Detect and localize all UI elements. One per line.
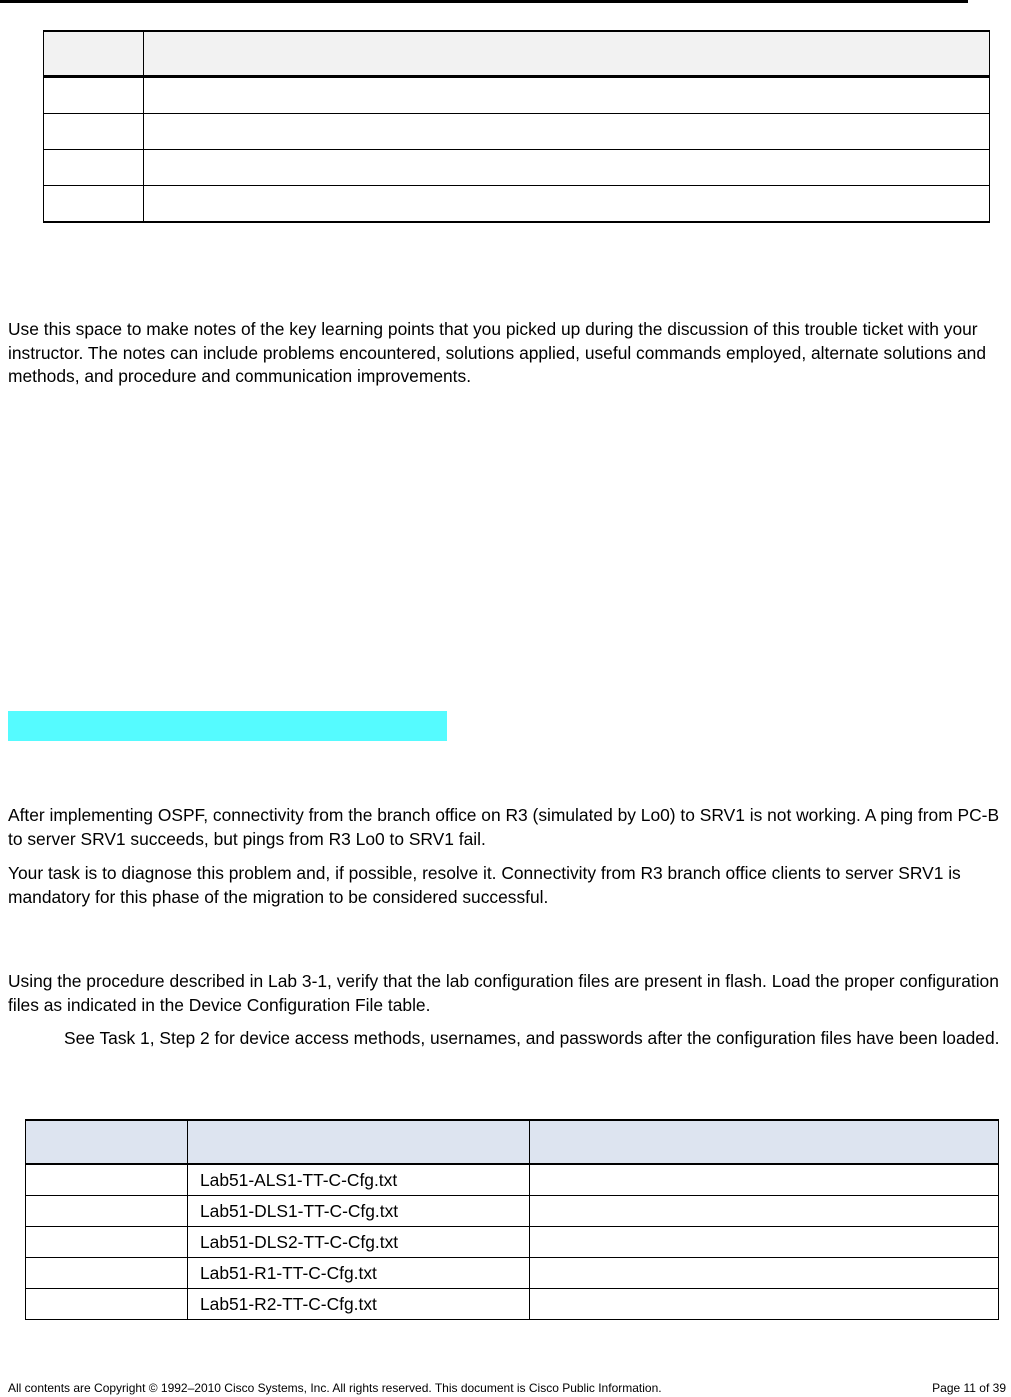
config-file-name: Lab51-R2-TT-C-Cfg.txt (188, 1289, 530, 1320)
procedure-paragraph: Using the procedure described in Lab 3-1, verify that the lab configuration files are present in flash. Load the proper configuration files as indicated in the Device Configuration File table. (8, 971, 999, 1015)
table-row (44, 77, 990, 114)
table-row (26, 1164, 999, 1196)
config-file-name: Lab51-ALS1-TT-C-Cfg.txt (188, 1164, 530, 1196)
learning-notes-paragraph: Use this space to make notes of the key learning points that you picked up during the discussion of this trouble ticket with your instructor. The notes can include problems encountered, solutions applied, useful commands employed, alternate solutions and methods, and procedure and communication improvements. (8, 319, 987, 386)
footer-copyright: All contents are Copyright © 1992–2010 Cisco Systems, Inc. All rights reserved. This document is Cisco Public Information. (8, 1381, 662, 1395)
top-rule (0, 0, 968, 3)
scenario-paragraph-2: Your task is to diagnose this problem and, if possible, resolve it. Connectivity from R3 branch office clients to server SRV1 is mandatory for this phase of the migration to be considered successful. (8, 863, 961, 907)
config-file-name: Lab51-DLS2-TT-C-Cfg.txt (188, 1227, 530, 1258)
footer-page-number: Page 11 of 39 (932, 1381, 1006, 1395)
config-file-name: Lab51-DLS1-TT-C-Cfg.txt (188, 1196, 530, 1227)
scenario-paragraph-1: After implementing OSPF, connectivity from the branch office on R3 (simulated by Lo0) to SRV1 is not working. A ping from PC-B to server SRV1 succeeds, but pings from R3 Lo0 to SRV1 fail. (8, 805, 1000, 849)
config-file-name: Lab51-R1-TT-C-Cfg.txt (188, 1258, 530, 1289)
table-row (26, 1196, 999, 1227)
table-row (26, 1258, 999, 1289)
table-row (44, 150, 990, 186)
step-table-header (44, 31, 990, 77)
config-table-header (26, 1120, 999, 1164)
note-paragraph (8, 1027, 1008, 1051)
device-config-table (25, 1119, 999, 1320)
table-row (26, 1227, 999, 1258)
table-row (44, 114, 990, 150)
table-row (44, 186, 990, 223)
highlight-bar (8, 711, 447, 741)
table-row (26, 1289, 999, 1320)
step-table (43, 30, 990, 223)
note-text: See Task 1, Step 2 for device access methods, usernames, and passwords after the configuration files have been loaded. (64, 1028, 1000, 1048)
